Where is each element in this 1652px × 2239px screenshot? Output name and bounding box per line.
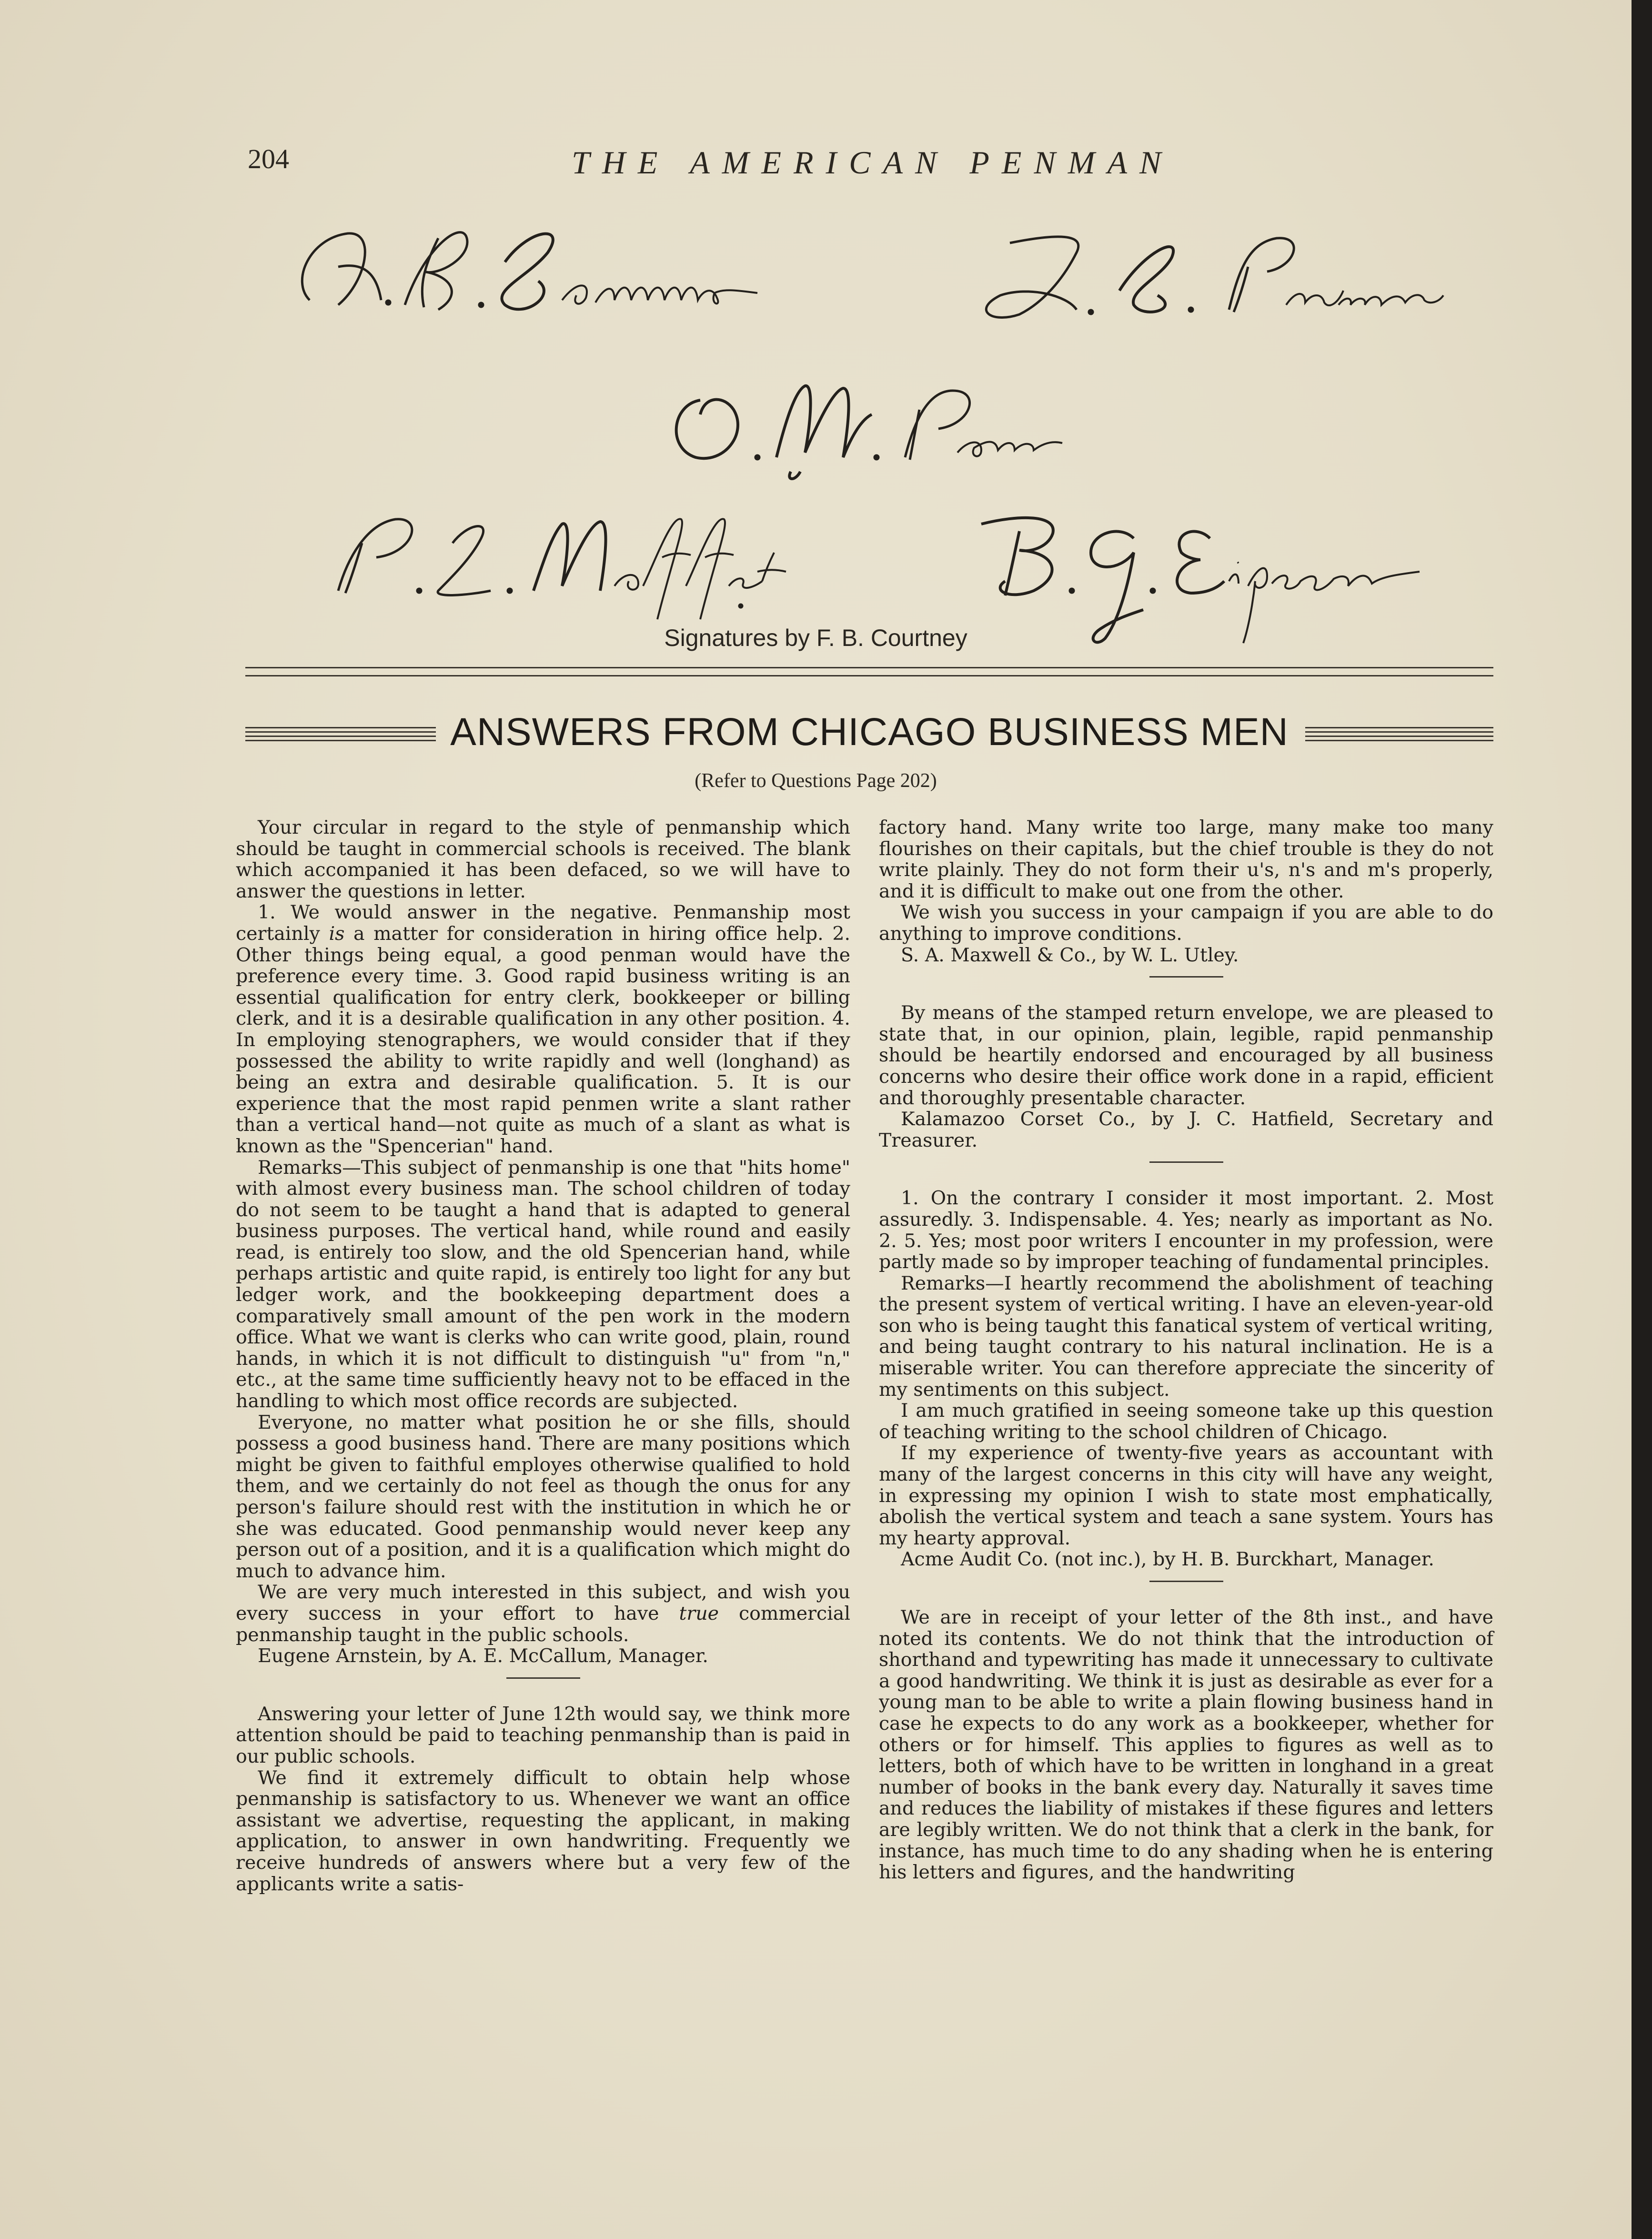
signoff: Kalamazoo Corset Co., by J. C. Hatfield, Secretary and Treasurer. bbox=[879, 1108, 1493, 1151]
signoff: S. A. Maxwell & Co., by W. L. Utley. bbox=[901, 944, 1239, 966]
separator-rule bbox=[1149, 976, 1223, 978]
signature-power bbox=[653, 362, 1081, 486]
binding-edge bbox=[1632, 0, 1652, 2239]
divider-rule bbox=[245, 667, 1493, 676]
article-title: ANSWERS FROM CHICAGO BUSINESS MEN bbox=[450, 710, 1289, 754]
paragraph: If my experience of twenty-five years as accountant with many of the largest concerns in this city will have any weight, in expressing my opinion I wish to state most emphatically, abolish the vertical system and teach a sane system. Yours has my hearty approval. bbox=[879, 1442, 1493, 1549]
paragraph: 1. On the contrary I consider it most important. 2. Most assuredly. 3. Indispensable. 4. Yes; nearly as important as No. 2. 5. Yes; most poor writers I encounter in my profession, were partly made so by improper teaching of fundamental principles. bbox=[879, 1187, 1493, 1273]
paragraph: I am much gratified in seeing someone take up this question of teaching writing to the school children of Chicago. bbox=[879, 1400, 1493, 1443]
signature-sommer bbox=[281, 210, 810, 329]
signature-moffet bbox=[310, 495, 791, 634]
signoff: Acme Audit Co. (not inc.), by H. B. Burckhart, Manager. bbox=[901, 1548, 1434, 1571]
paragraph: We find it extremely difficult to obtain help whose penmanship is satisfactory to us. Whenever we want an office assistant we advertise, requesting the applicant, in making application, to answer in own handwriting. Frequently we receive hundreds of answers where but a very few of the applicants write a satis- bbox=[236, 1766, 850, 1895]
paragraph: Remarks—This subject of penmanship is one that "hits home" with almost every business man. The school children of today do not seem to be taught a hand that is adapted to general business purposes. The vertical hand, while round and easily read, is entirely too slow, and the old Spencerian hand, while perhaps artistic and quite rapid, is entirely too light for any but ledger work, and the bookkeeping department does a comparatively small amount of the pen work in the modern office. What we want is clerks who can write good, plain, round hands, in which it is not difficult to distinguish "u" from "n," etc., at the same time sufficiently heavy not to be effaced in the handling to which most office records are subjected. bbox=[236, 1156, 850, 1412]
paragraph: We are in receipt of your letter of the 8th inst., and have noted its contents. We do not think that the introduction of shorthand and typewriting has made it unnecessary to cultivate a good handwriting. We think it is just as desirable as ever for a young man to be able to write a plain flowing business hand in case he expects to do any work as a bookkeeper, whether for others or for himself. This applies to figures as well as to letters, both of which have to be written in longhand in a great number of books in the bank every day. Naturally it saves time and reduces the liability of mistakes if these figures and letters are legibly written. We do not think that a clerk in the bank, for instance, has much time to do any shading when he is entering his letters and figures, and the handwriting bbox=[879, 1606, 1493, 1884]
article-heading bbox=[245, 710, 1493, 757]
right-column bbox=[879, 817, 1493, 1883]
journal-title: THE AMERICAN PENMAN bbox=[572, 144, 1174, 181]
signoff: Eugene Arnstein, by A. E. McCallum, Manager. bbox=[258, 1645, 708, 1667]
paragraph: By means of the stamped return envelope, we are pleased to state that, in our opinion, plain, legible, rapid penmanship should be heartily endorsed and encouraged by all business concerns who desire their office work done in a rapid, efficient and thoroughly presentable character. bbox=[879, 1002, 1493, 1109]
page-number: 204 bbox=[248, 143, 289, 174]
paragraph: We wish you success in your campaign if you are able to do anything to improve conditions. bbox=[879, 901, 1493, 945]
paragraph: factory hand. Many write too large, many make too many flourishes on their capitals, but the chief trouble is they do not write plainly. They do not form their u's, n's and m's properly, and it is difficult to make out one from the other. bbox=[879, 817, 1493, 902]
signature-specimens bbox=[0, 200, 1632, 629]
paragraph: We are very much interested in this subject, and wish you every success in your effort to have true commercial penmanship taught in the public schools. bbox=[236, 1581, 850, 1646]
page-header bbox=[0, 143, 1632, 200]
paragraph: Answering your letter of June 12th would say, we think more attention should be paid to teaching penmanship than is paid in our public schools. bbox=[236, 1703, 850, 1767]
paragraph: 1. We would answer in the negative. Penmanship most certainly is a matter for consideration in hiring office help. 2. Other things being equal, a good penman would have the preference every time. 3. Good rapid business writing is an essential qualification for entry clerk, bookkeeper or billing clerk, and it is a desirable qualification in any other position. 4. In employing stenographers, we would consider that if they possessed the ability to write rapidly and well (longhand) as being an extra and desirable qualification. 5. It is our experience that the most rapid penmen write a slant rather than a vertical hand—not quite as much of a slant as what is known as the "Spencerian" hand. bbox=[236, 901, 851, 1157]
paragraph: Everyone, no matter what position he or she fills, should possess a good business hand. There are many positions which might be given to faithful employes otherwise qualified to hold them, and we certainly do not feel as though the onus for any person's failure should rest with the institution in which he or she was educated. Good penmanship would never keep any person out of a position, and it is a qualification which might do much to advance him. bbox=[236, 1411, 850, 1582]
article-subtitle: (Refer to Questions Page 202) bbox=[695, 770, 937, 792]
signature-preston bbox=[962, 214, 1448, 333]
left-column bbox=[236, 817, 850, 1895]
signature-caption: Signatures by F. B. Courtney bbox=[664, 625, 967, 651]
separator-rule bbox=[1149, 1581, 1223, 1582]
paragraph: Remarks—I heartly recommend the abolishment of teaching the present system of vertical writing. I have an eleven-year-old son who is being taught this fanatical system of vertical writing, and being taught contrary to his natural inclination. He is a miserable writer. You can therefore appreciate the sincerity of my sentiments on this subject. bbox=[879, 1272, 1493, 1401]
separator-rule bbox=[1149, 1161, 1223, 1163]
paragraph: Your circular in regard to the style of penmanship which should be taught in commercial schools is received. The blank which accompanied it has been defaced, so we will have to answer the questions in letter. bbox=[236, 817, 850, 902]
separator-rule bbox=[506, 1677, 580, 1679]
